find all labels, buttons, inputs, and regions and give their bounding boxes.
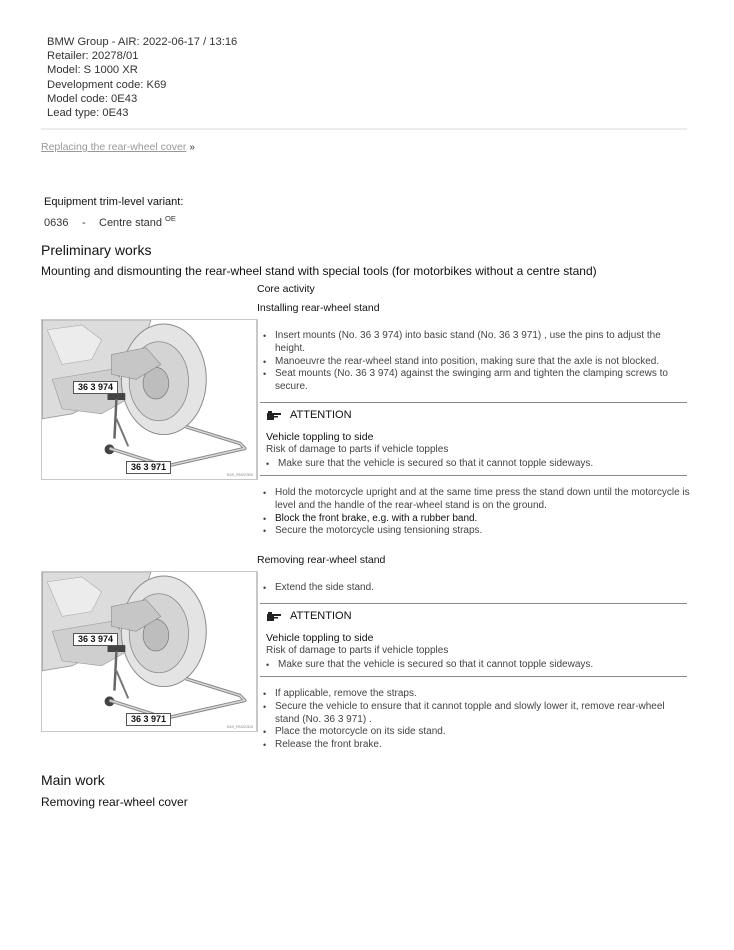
callout-basic-stand: 36 3 971 — [126, 461, 171, 474]
pointing-hand-icon — [267, 612, 281, 621]
meta-line-model: Model: S 1000 XR — [47, 64, 138, 77]
list-item: • Hold the motorcycle upright and at the same time press the stand down until the motorcycle is level and the handle of the rear-wheel stand is on the ground. — [263, 487, 691, 513]
figure-code: K69_RN22303 — [226, 724, 253, 729]
list-item: • Place the motorcycle on its side stand. — [263, 726, 691, 739]
figure-code: K69_RN22300 — [226, 472, 253, 477]
list-item: • Extend the side stand. — [263, 582, 691, 595]
callout-basic-stand: 36 3 971 — [126, 713, 171, 726]
pointing-hand-icon — [267, 411, 281, 420]
meta-line-retailer: Retailer: 20278/01 — [47, 50, 139, 63]
attention-bottom-rule — [260, 676, 687, 677]
breadcrumb-separator: » — [189, 142, 195, 153]
attention-header — [267, 610, 352, 622]
install-steps-after-list — [263, 487, 691, 538]
install-stand-illustration — [41, 319, 257, 480]
attention-top-rule — [260, 402, 687, 403]
trim-suffix: OE — [165, 214, 176, 223]
installing-stand-heading: Installing rear-wheel stand — [257, 302, 380, 314]
trim-dash: - — [82, 217, 86, 229]
list-item: • Secure the motorcycle using tensioning straps. — [263, 525, 691, 538]
attention-label: ATTENTION — [290, 409, 352, 421]
attention-description: Risk of damage to parts if vehicle topples — [266, 645, 449, 656]
motorcycle-stand-drawing — [42, 572, 256, 731]
meta-line-air: BMW Group - AIR: 2022-06-17 / 13:16 — [47, 36, 238, 48]
remove-steps-after-list — [263, 688, 691, 752]
list-item: • Secure the vehicle to ensure that it cannot topple and slowly lower it, remove rear-wheel stand (No. 36 3 971) . — [263, 701, 691, 727]
trim-name: Centre stand — [99, 217, 162, 229]
attention-title: Vehicle toppling to side — [266, 431, 374, 443]
motorcycle-stand-drawing — [42, 320, 256, 479]
attention-top-rule — [260, 603, 687, 604]
mounting-stand-heading: Mounting and dismounting the rear-wheel stand with special tools (for motorbikes without a centre stand) — [41, 264, 597, 278]
meta-line-dev-code: Development code: K69 — [47, 78, 167, 91]
main-work-heading: Main work — [41, 772, 105, 788]
trim-code: 0636 — [44, 217, 69, 229]
meta-line-lead-type: Lead type: 0E43 — [47, 107, 129, 120]
attention-description: Risk of damage to parts if vehicle topples — [266, 444, 449, 455]
section-vertical-line — [257, 319, 258, 480]
breadcrumb-link[interactable]: Replacing the rear-wheel cover — [41, 141, 187, 153]
list-item: • Manoeuvre the rear-wheel stand into position, making sure that the axle is not blocked. — [263, 356, 691, 369]
meta-line-model-code: Model code: 0E43 — [47, 92, 138, 105]
document-metadata — [47, 35, 237, 120]
trim-level-title: Equipment trim-level variant: — [44, 196, 184, 208]
attention-steps-list — [266, 659, 694, 672]
header-divider — [41, 128, 687, 130]
callout-mounts: 36 3 974 — [73, 381, 118, 394]
core-activity-label: Core activity — [257, 283, 315, 295]
remove-stand-illustration — [41, 571, 257, 732]
list-item: • Release the front brake. — [263, 739, 691, 752]
attention-bottom-rule — [260, 475, 687, 476]
list-item: • Make sure that the vehicle is secured so that it cannot topple sideways. — [266, 458, 694, 471]
attention-header — [267, 409, 352, 421]
attention-label: ATTENTION — [290, 610, 352, 622]
attention-title: Vehicle toppling to side — [266, 632, 374, 644]
removing-cover-heading: Removing rear-wheel cover — [41, 795, 188, 809]
attention-steps-list — [266, 458, 694, 471]
preliminary-works-heading: Preliminary works — [41, 242, 152, 258]
trim-level-row — [44, 214, 176, 229]
list-item: • Insert mounts (No. 36 3 974) into basic stand (No. 36 3 971) , use the pins to adjust the height. — [263, 330, 691, 356]
remove-steps-list — [263, 582, 691, 595]
section-vertical-line — [257, 571, 258, 732]
callout-mounts: 36 3 974 — [73, 633, 118, 646]
list-item: • Make sure that the vehicle is secured so that it cannot topple sideways. — [266, 659, 694, 672]
list-item: • Seat mounts (No. 36 3 974) against the swinging arm and tighten the clamping screws to secure. — [263, 368, 691, 394]
install-steps-list — [263, 330, 691, 394]
list-item: • If applicable, remove the straps. — [263, 688, 691, 701]
list-item: • Block the front brake, e.g. with a rubber band. — [263, 513, 691, 526]
removing-stand-heading: Removing rear-wheel stand — [257, 554, 386, 566]
breadcrumb — [41, 141, 195, 153]
